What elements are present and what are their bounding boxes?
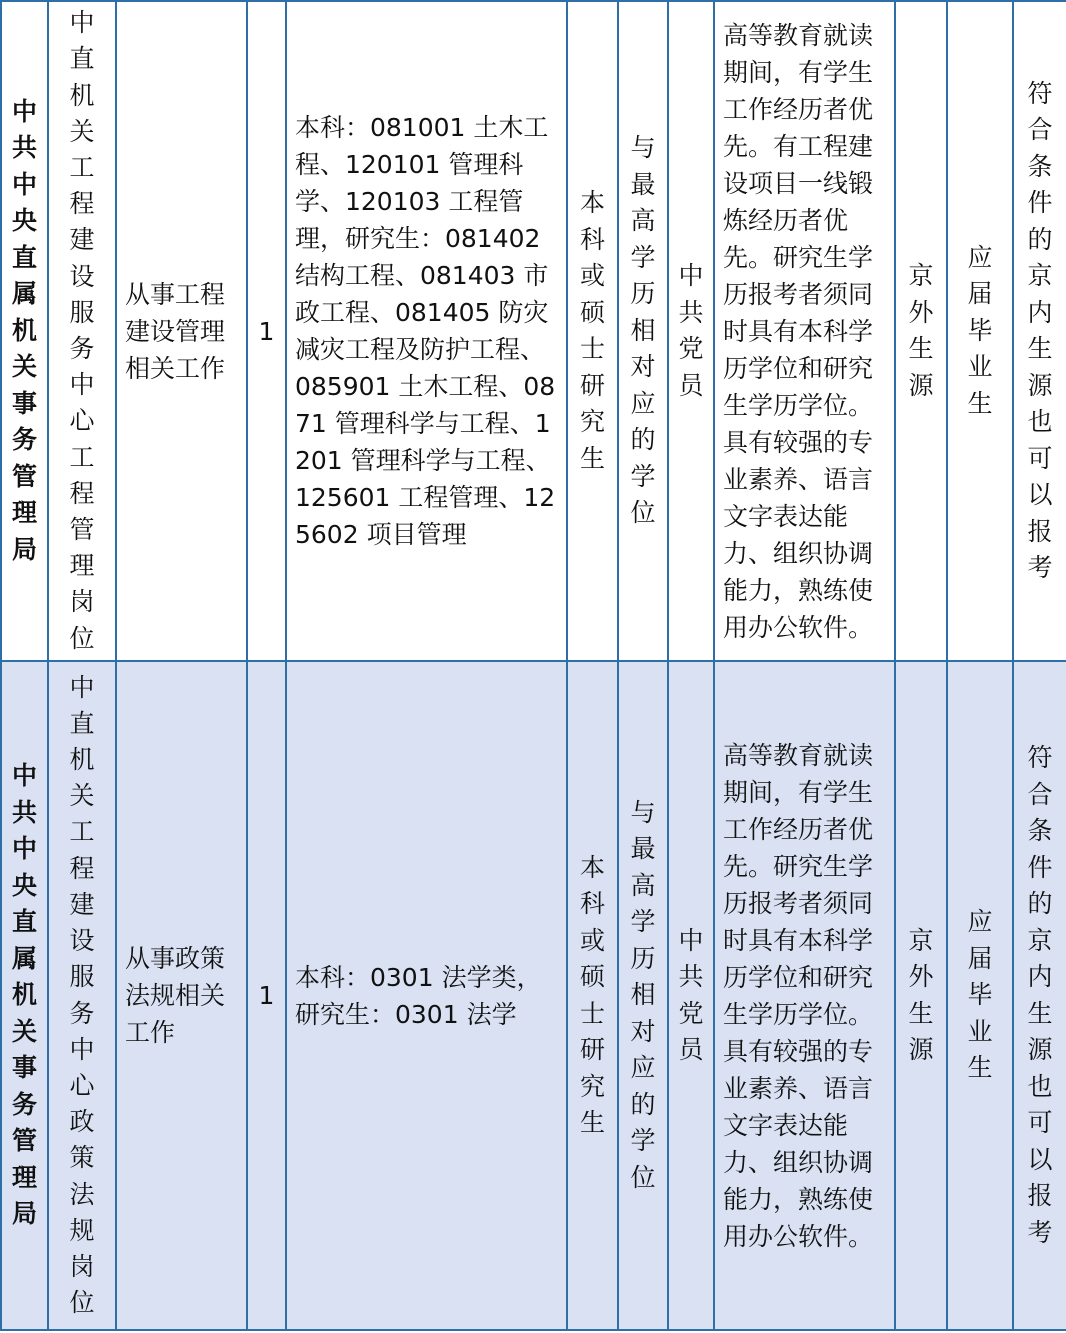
degree-text: 与最高学历相对应的学位 — [630, 133, 656, 528]
other-requirements-cell — [714, 661, 895, 1330]
department-text: 中共中央直属机关事务管理局 — [11, 96, 37, 564]
position-text: 中直机关工程建设服务中心工程管理岗位 — [69, 8, 95, 653]
headcount-text: 1 — [258, 981, 275, 1010]
department-cell — [1, 661, 48, 1330]
headcount-cell — [247, 661, 286, 1330]
education-text: 本科或硕士研究生 — [579, 188, 605, 473]
duty-cell — [116, 1, 247, 661]
degree-cell — [618, 1, 668, 661]
source-text: 京外生源 — [908, 261, 934, 400]
duty-text: 从事工程建设管理相关工作 — [125, 279, 226, 383]
major-text: 本科：081001 土木工程、120101 管理科学、120103 工程管理，研究生：081402 结构工程、081403 市政工程、081405 防灾减灾工程及防护工程、085901 土木工程、0871 管理科学与工程、1201 管理科学与工程、125601 工程管理、125602 项目管理 — [295, 113, 556, 549]
major-cell — [286, 1, 567, 661]
political-text: 中共党员 — [678, 261, 704, 400]
source-cell — [895, 661, 947, 1330]
table-row — [1, 1, 1066, 661]
table-row — [1, 661, 1066, 1330]
position-cell — [48, 661, 116, 1330]
major-text: 本科：0301 法学类，研究生：0301 法学 — [295, 962, 542, 1029]
major-cell — [286, 661, 567, 1330]
type-cell — [947, 1, 1013, 661]
headcount-text: 1 — [258, 316, 275, 346]
position-text: 中直机关工程建设服务中心政策法规岗位 — [69, 672, 95, 1318]
duty-cell — [116, 661, 247, 1330]
other-requirements-text: 高等教育就读期间，有学生工作经历者优先。有工程建设项目一线锻炼经历者优先。研究生学历报考者须同时具有本科学历学位和研究生学历学位。具有较强的专业素养、语言文字表达能力、组织协调能力，熟练使用办公软件。 — [723, 20, 874, 642]
note-cell — [1013, 1, 1066, 661]
source-text: 京外生源 — [908, 925, 934, 1064]
other-requirements-cell — [714, 1, 895, 661]
note-text: 符合条件的京内生源也可以报考 — [1027, 78, 1053, 582]
headcount-cell — [247, 1, 286, 661]
department-cell — [1, 1, 48, 661]
degree-cell — [618, 661, 668, 1330]
position-cell — [48, 1, 116, 661]
type-cell — [947, 661, 1013, 1330]
source-cell — [895, 1, 947, 661]
education-cell — [567, 661, 618, 1330]
education-cell — [567, 1, 618, 661]
type-text: 应届毕业生 — [967, 907, 993, 1083]
degree-text: 与最高学历相对应的学位 — [630, 797, 656, 1192]
note-text: 符合条件的京内生源也可以报考 — [1027, 743, 1053, 1247]
note-cell — [1013, 661, 1066, 1330]
political-cell — [668, 661, 714, 1330]
duty-text: 从事政策法规相关工作 — [125, 944, 226, 1047]
political-text: 中共党员 — [678, 925, 704, 1064]
political-cell — [668, 1, 714, 661]
other-requirements-text: 高等教育就读期间，有学生工作经历者优先。研究生学历报考者须同时具有本科学历学位和研究生学历学位。具有较强的专业素养、语言文字表达能力、组织协调能力，熟练使用办公软件。 — [723, 740, 874, 1251]
type-text: 应届毕业生 — [967, 242, 993, 418]
department-text: 中共中央直属机关事务管理局 — [11, 761, 37, 1229]
education-text: 本科或硕士研究生 — [579, 852, 605, 1137]
